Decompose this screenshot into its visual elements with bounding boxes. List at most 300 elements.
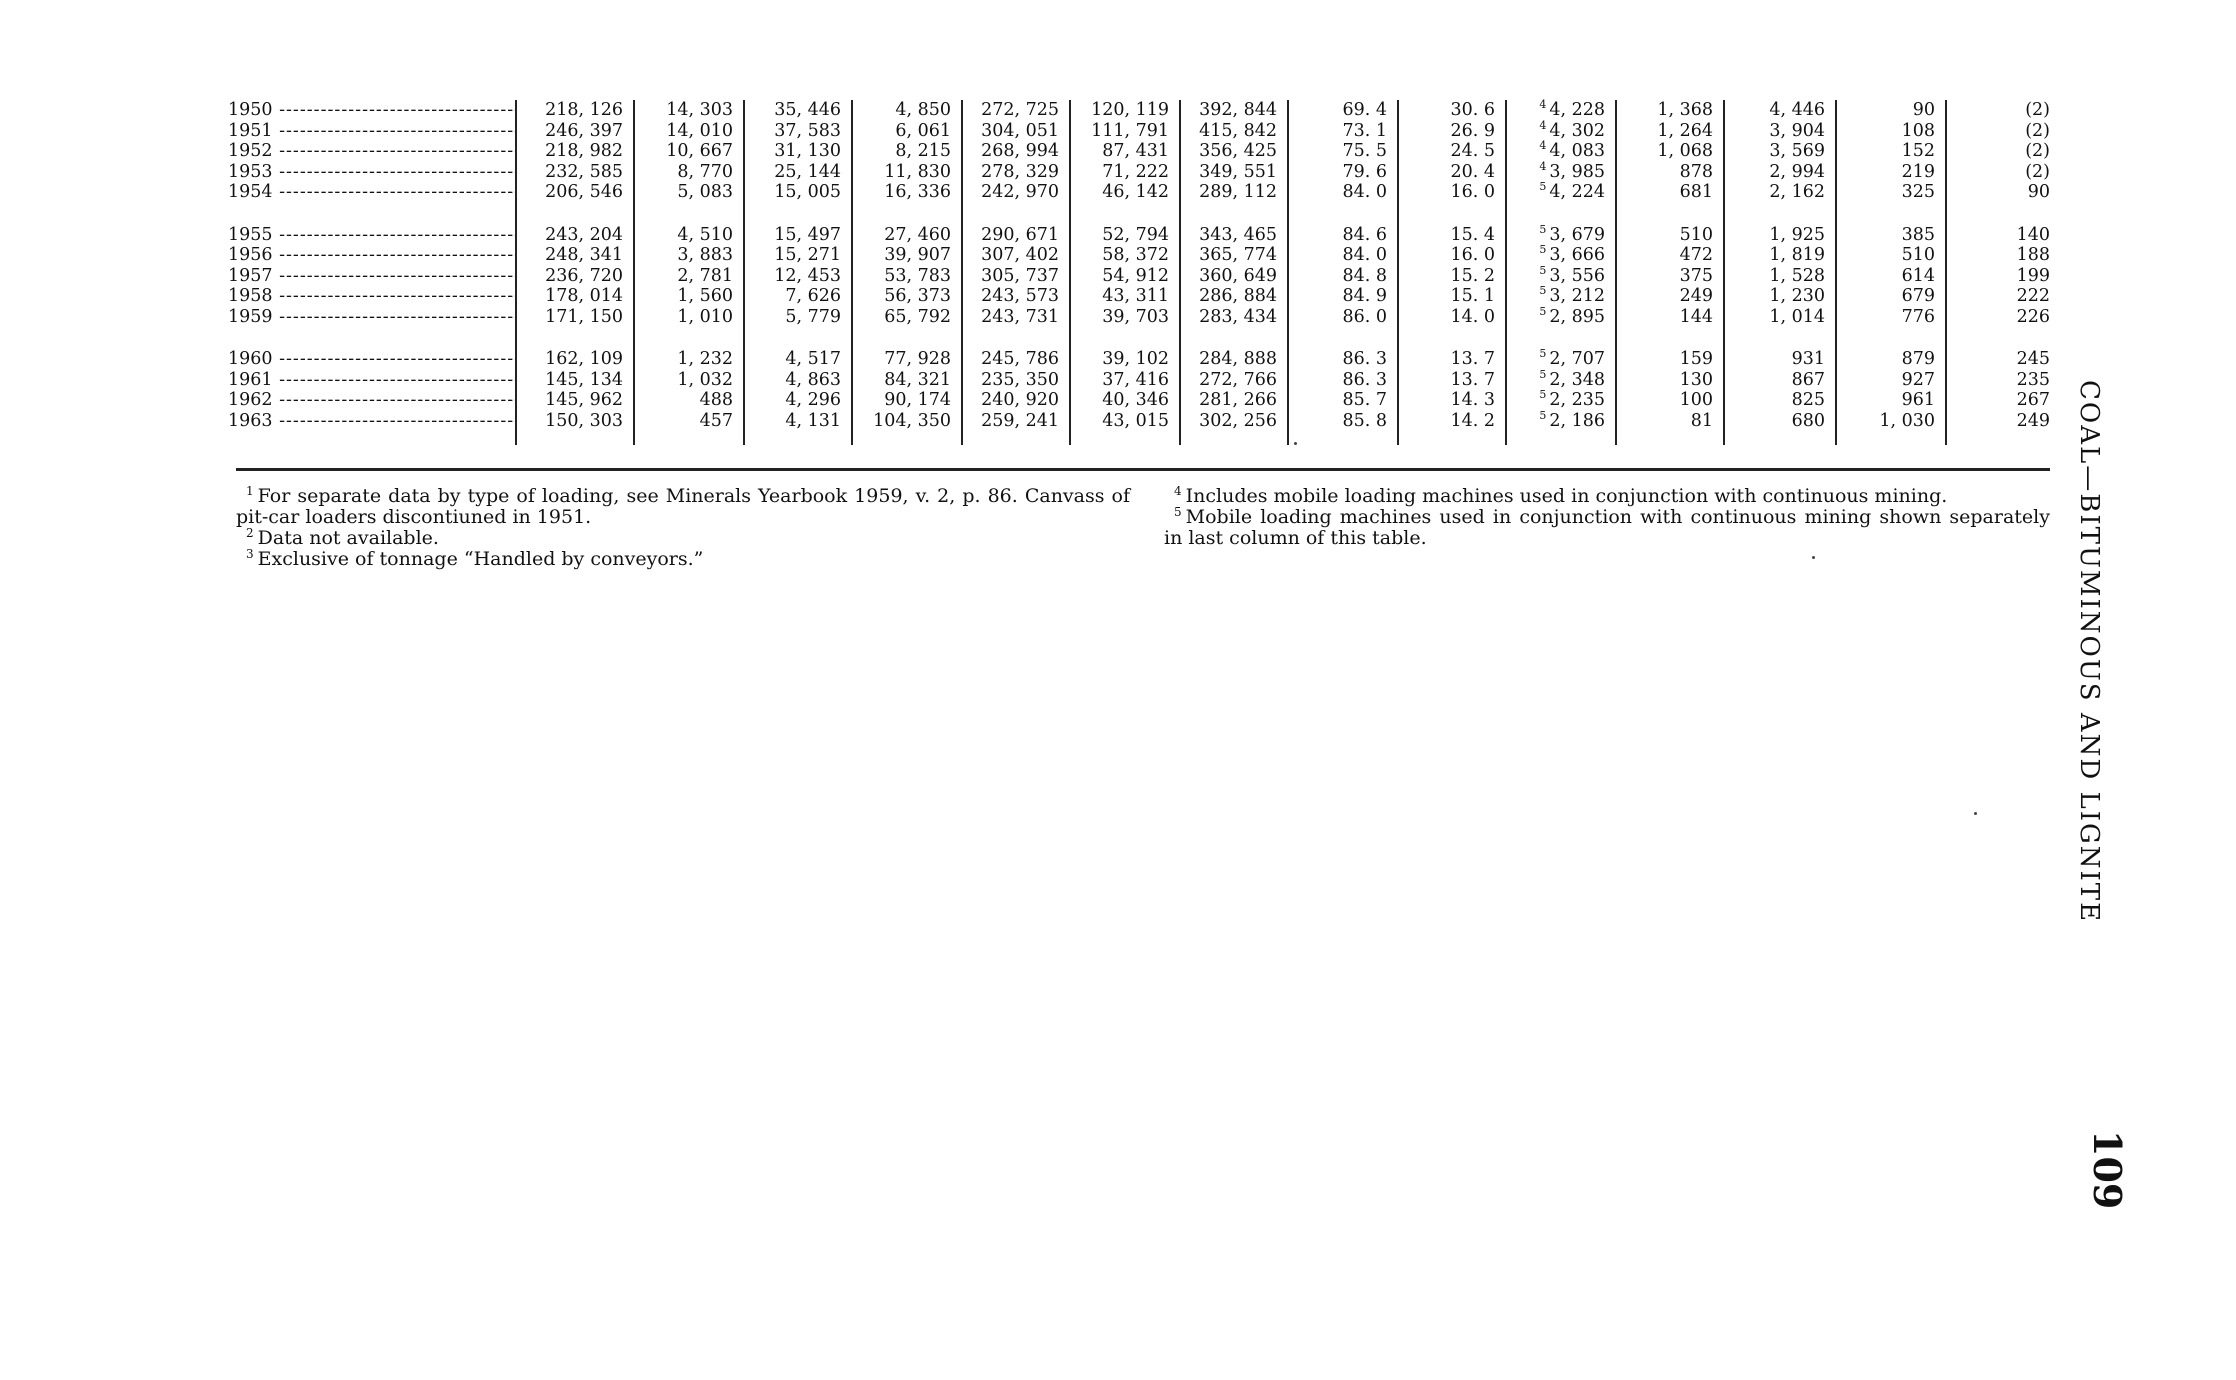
table-cell: [1836, 370, 1946, 391]
cell-value: 232, 585: [545, 161, 623, 182]
footnote-number: 3: [246, 546, 254, 561]
cell-value: 90, 174: [884, 390, 951, 410]
spacer-cell: [1180, 203, 1288, 225]
table-cell: [1836, 182, 1946, 203]
cell-value: 104, 350: [873, 410, 951, 431]
cell-value: 360, 649: [1199, 265, 1277, 286]
table-cell: [962, 390, 1070, 411]
cell-value: 53, 783: [884, 265, 951, 286]
table-cell: [634, 307, 744, 328]
table-cell: [1180, 266, 1288, 287]
table-cell: [1070, 141, 1180, 162]
spacer-cell: [1616, 327, 1724, 349]
table-cell: [1506, 367, 1616, 391]
cell-value: 2, 186: [1549, 410, 1605, 431]
cell-value: 242, 970: [981, 182, 1059, 202]
table-cell: [1398, 225, 1506, 246]
table-cell: [634, 162, 744, 183]
table-cell: [1180, 349, 1288, 370]
cell-value: 2, 707: [1549, 349, 1605, 369]
cell-value: 4, 446: [1769, 100, 1825, 120]
cell-value: 84. 0: [1342, 245, 1387, 265]
footnote-text: For separate data by type of loading, see Minerals Yearbook 1959, v. 2, p. 86. Canvass of pit-car loaders discontiuned in 1951.: [236, 485, 1130, 528]
table-cell: [1288, 349, 1398, 370]
footnote-number: 5: [1174, 504, 1182, 519]
table-cell: [1288, 245, 1398, 266]
cell-value: 24. 5: [1450, 141, 1495, 161]
spacer-cell: [634, 203, 744, 225]
cell-value: 85. 7: [1342, 390, 1387, 410]
table-cell: [1836, 245, 1946, 266]
table-cell: [1616, 121, 1724, 142]
table-cell: [1180, 225, 1288, 246]
cell-value: 69. 4: [1342, 100, 1387, 120]
table-cell: [1398, 349, 1506, 370]
table-cell: [1724, 245, 1836, 266]
cell-value: 79. 6: [1342, 161, 1387, 182]
cell-value: 39, 102: [1102, 349, 1169, 369]
cell-value: 218, 126: [545, 100, 623, 120]
cell-value: 11, 830: [884, 161, 951, 182]
cell-value: 246, 397: [545, 120, 623, 141]
cell-value: 1, 010: [677, 306, 733, 327]
cell-value: 272, 766: [1199, 369, 1277, 390]
cell-value: 37, 416: [1102, 369, 1169, 390]
table-cell: [634, 182, 744, 203]
footnote-text: Includes mobile loading machines used in conjunction with continuous mining.: [1185, 485, 1948, 507]
table-cell: [744, 141, 852, 162]
cell-value: 4, 296: [785, 390, 841, 410]
cell-value: 2, 781: [677, 265, 733, 286]
cell-value: 679: [1901, 286, 1935, 306]
footnote-marker: 5: [1539, 347, 1547, 361]
cell-value: 90: [1912, 100, 1935, 120]
cell-value: 3, 883: [677, 245, 733, 265]
table-cell: [1836, 286, 1946, 307]
cell-value: 46, 142: [1102, 182, 1169, 202]
cell-value: 3, 212: [1549, 286, 1605, 306]
footnote: [1164, 504, 2050, 549]
table-cell: [1616, 182, 1724, 203]
table-cell: [1946, 370, 2050, 391]
table-cell: [1070, 286, 1180, 307]
table-cell: [1506, 182, 1616, 203]
cell-value: 84. 0: [1342, 182, 1387, 202]
cell-value: 13. 7: [1450, 369, 1495, 390]
table-cell: [852, 266, 962, 287]
table-cell: [634, 245, 744, 266]
cell-value: 392, 844: [1199, 100, 1277, 120]
cell-value: 2, 348: [1549, 369, 1605, 390]
table-cell: [1724, 100, 1836, 121]
cell-value: 65, 792: [884, 306, 951, 327]
table-cell: [1180, 121, 1288, 142]
spacer-cell: [1398, 327, 1506, 349]
print-speck: [1812, 556, 1815, 559]
cell-value: 356, 425: [1199, 141, 1277, 161]
table-cell: [1616, 141, 1724, 162]
footnote-text: Mobile loading machines used in conjunction with continuous mining shown separately in last column of this table.: [1164, 506, 2050, 549]
cell-value: 14, 010: [666, 120, 733, 141]
cell-value: (2): [2025, 161, 2050, 182]
spacer-cell: [228, 327, 516, 349]
table-row: [228, 370, 2050, 391]
table-cell: [516, 286, 634, 307]
table-cell: [516, 390, 634, 411]
cell-value: 286, 884: [1199, 286, 1277, 306]
cell-value: 150, 303: [545, 410, 623, 431]
spacer-cell: [1836, 203, 1946, 225]
footnote: [236, 525, 1130, 549]
cell-value: 680: [1791, 410, 1825, 431]
table-cell: [1288, 411, 1398, 446]
cell-value: 171, 150: [545, 306, 623, 327]
cell-value: 343, 465: [1199, 224, 1277, 245]
cell-value: 1, 030: [1879, 410, 1935, 431]
cell-value: 15. 1: [1450, 286, 1495, 306]
cell-value: 71, 222: [1102, 161, 1169, 182]
year-label: 1960 -----: [228, 349, 516, 369]
cell-value: 1, 560: [677, 286, 733, 306]
cell-value: 86. 3: [1342, 369, 1387, 390]
table-cell: [744, 266, 852, 287]
year-cell: [228, 370, 516, 391]
table-cell: [1288, 182, 1398, 203]
cell-value: 1, 368: [1657, 100, 1713, 120]
table-row: [228, 100, 2050, 121]
table-row: [228, 307, 2050, 328]
cell-value: 1, 528: [1769, 265, 1825, 286]
footnote-marker: 4: [1539, 118, 1547, 132]
cell-value: 111, 791: [1091, 120, 1169, 141]
table-cell: [1180, 162, 1288, 183]
footnote-marker: 4: [1539, 159, 1547, 173]
table-cell: [1398, 370, 1506, 391]
table-cell: [1836, 100, 1946, 121]
cell-value: 3, 556: [1549, 265, 1605, 286]
cell-value: 4, 228: [1549, 100, 1605, 120]
footnote-marker: 5: [1539, 367, 1547, 381]
cell-value: 26. 9: [1450, 120, 1495, 141]
cell-value: 681: [1679, 182, 1713, 202]
spacer-cell: [1724, 327, 1836, 349]
table-cell: [962, 411, 1070, 446]
cell-value: 249: [1679, 286, 1713, 306]
table-cell: [1724, 370, 1836, 391]
cell-value: 37, 583: [774, 120, 841, 141]
table-cell: [634, 411, 744, 446]
cell-value: 86. 3: [1342, 349, 1387, 369]
group-spacer-row: [228, 327, 2050, 349]
table-cell: [1506, 390, 1616, 411]
year-cell: [228, 390, 516, 411]
table-cell: [1070, 411, 1180, 446]
table-cell: [1724, 162, 1836, 183]
cell-value: 54, 912: [1102, 265, 1169, 286]
cell-value: 7, 626: [785, 286, 841, 306]
year-cell: [228, 162, 516, 183]
year-label: 1963 -----: [228, 411, 516, 431]
cell-value: 614: [1901, 265, 1935, 286]
table-cell: [1288, 100, 1398, 121]
spacer-cell: [962, 327, 1070, 349]
table-cell: [1724, 225, 1836, 246]
year-label: 1956 -----: [228, 245, 516, 265]
table-cell: [852, 141, 962, 162]
cell-value: 108: [1901, 120, 1935, 141]
cell-value: 4, 083: [1549, 141, 1605, 161]
cell-value: 307, 402: [981, 245, 1059, 265]
cell-value: 1, 230: [1769, 286, 1825, 306]
table-cell: [1070, 162, 1180, 183]
table-cell: [634, 100, 744, 121]
running-head: [2074, 380, 2105, 924]
coal-production-table: [228, 100, 2050, 445]
cell-value: 927: [1901, 369, 1935, 390]
cell-value: 510: [1901, 245, 1935, 265]
year-cell: [228, 245, 516, 266]
table-cell: [1836, 225, 1946, 246]
table-cell: [1836, 162, 1946, 183]
cell-value: 219: [1901, 161, 1935, 182]
table-cell: [1398, 390, 1506, 411]
cell-value: 1, 068: [1657, 141, 1713, 161]
cell-value: 39, 907: [884, 245, 951, 265]
table-cell: [1288, 307, 1398, 328]
table-cell: [852, 100, 962, 121]
table-cell: [1180, 390, 1288, 411]
table-cell: [634, 349, 744, 370]
table-cell: [1398, 266, 1506, 287]
table-cell: [1836, 307, 1946, 328]
table-cell: [962, 266, 1070, 287]
cell-value: 245: [2016, 349, 2050, 369]
cell-value: 278, 329: [981, 161, 1059, 182]
spacer-cell: [852, 327, 962, 349]
table-cell: [1506, 263, 1616, 287]
print-speck: [1294, 442, 1297, 445]
table-cell: [1288, 162, 1398, 183]
table-cell: [1836, 411, 1946, 446]
cell-value: 4, 224: [1549, 182, 1605, 202]
cell-value: 58, 372: [1102, 245, 1169, 265]
table-cell: [1506, 245, 1616, 266]
footnote-text: Exclusive of tonnage “Handled by conveyors.”: [257, 548, 704, 570]
cell-value: 488: [699, 390, 733, 410]
table-cell: [1070, 182, 1180, 203]
cell-value: 290, 671: [981, 224, 1059, 245]
cell-value: 188: [2016, 245, 2050, 265]
table-cell: [634, 225, 744, 246]
cell-value: 145, 962: [545, 390, 623, 410]
cell-value: 56, 373: [884, 286, 951, 306]
table-cell: [1288, 266, 1398, 287]
table-cell: [1946, 182, 2050, 203]
table-cell: [852, 349, 962, 370]
table-bottom-rule: [236, 468, 2050, 471]
table-cell: [744, 121, 852, 142]
cell-value: 825: [1791, 390, 1825, 410]
cell-value: 6, 061: [895, 120, 951, 141]
table-cell: [962, 370, 1070, 391]
cell-value: 178, 014: [545, 286, 623, 306]
table-cell: [634, 286, 744, 307]
year-cell: [228, 141, 516, 162]
footnote-text: Data not available.: [257, 527, 439, 549]
cell-value: 510: [1679, 224, 1713, 245]
cell-value: 289, 112: [1199, 182, 1277, 202]
table-cell: [962, 100, 1070, 121]
cell-value: 10, 667: [666, 141, 733, 161]
cell-value: 152: [1901, 141, 1935, 161]
table-cell: [1070, 307, 1180, 328]
cell-value: 85. 8: [1342, 410, 1387, 431]
footnote-marker: 5: [1539, 263, 1547, 277]
table-cell: [1724, 307, 1836, 328]
year-label: 1959 -----: [228, 307, 516, 327]
cell-value: 162, 109: [545, 349, 623, 369]
cell-value: 249: [2016, 410, 2050, 431]
table-cell: [1506, 159, 1616, 183]
table-cell: [1836, 121, 1946, 142]
table-row: [228, 245, 2050, 266]
spacer-cell: [744, 203, 852, 225]
spacer-cell: [1506, 327, 1616, 349]
cell-value: 248, 341: [545, 245, 623, 265]
table-cell: [1288, 141, 1398, 162]
spacer-cell: [228, 203, 516, 225]
table-cell: [516, 307, 634, 328]
year-cell: [228, 349, 516, 370]
table-cell: [1616, 162, 1724, 183]
cell-value: 30. 6: [1450, 100, 1495, 120]
table-cell: [744, 182, 852, 203]
table-cell: [744, 100, 852, 121]
table-cell: [962, 182, 1070, 203]
cell-value: 4, 302: [1549, 120, 1605, 141]
cell-value: 1, 032: [677, 369, 733, 390]
table-cell: [516, 266, 634, 287]
table-cell: [1398, 182, 1506, 203]
cell-value: 283, 434: [1199, 306, 1277, 327]
cell-value: 35, 446: [774, 100, 841, 120]
table-cell: [1616, 286, 1724, 307]
table-cell: [1398, 307, 1506, 328]
cell-value: 8, 770: [677, 161, 733, 182]
table-cell: [1506, 349, 1616, 370]
year-label: 1951 -----: [228, 121, 516, 141]
table-cell: [852, 411, 962, 446]
table-cell: [1506, 141, 1616, 162]
cell-value: 12, 453: [774, 265, 841, 286]
cell-value: 245, 786: [981, 349, 1059, 369]
table-cell: [1398, 100, 1506, 121]
cell-value: (2): [2025, 100, 2050, 120]
footnote-marker: 5: [1539, 388, 1547, 402]
cell-value: 218, 982: [545, 141, 623, 161]
table-cell: [634, 266, 744, 287]
table-cell: [1836, 266, 1946, 287]
table-cell: [744, 245, 852, 266]
table-cell: [1070, 266, 1180, 287]
table-cell: [1398, 286, 1506, 307]
table-cell: [1836, 141, 1946, 162]
cell-value: 243, 204: [545, 224, 623, 245]
table-cell: [1398, 245, 1506, 266]
table-cell: [1288, 225, 1398, 246]
cell-value: 415, 842: [1199, 120, 1277, 141]
cell-value: 43, 311: [1102, 286, 1169, 306]
table-cell: [1724, 286, 1836, 307]
cell-value: 3, 569: [1769, 141, 1825, 161]
cell-value: 259, 241: [981, 410, 1059, 431]
cell-value: 3, 904: [1769, 120, 1825, 141]
table-cell: [1398, 121, 1506, 142]
spacer-cell: [634, 327, 744, 349]
year-cell: [228, 307, 516, 328]
cell-value: 145, 134: [545, 369, 623, 390]
footnote: [236, 483, 1130, 528]
year-label: 1950 -----: [228, 100, 516, 120]
footnote-marker: 5: [1539, 408, 1547, 422]
cell-value: (2): [2025, 120, 2050, 141]
table-cell: [1616, 390, 1724, 411]
table-cell: [744, 390, 852, 411]
table-cell: [516, 245, 634, 266]
table-cell: [634, 121, 744, 142]
table-row: [228, 182, 2050, 203]
cell-value: 267: [2016, 390, 2050, 410]
table-cell: [1946, 245, 2050, 266]
year-label: 1955 -----: [228, 225, 516, 245]
cell-value: 75. 5: [1342, 141, 1387, 161]
cell-value: 15, 005: [774, 182, 841, 202]
table-cell: [634, 390, 744, 411]
table-cell: [1506, 100, 1616, 121]
table-cell: [1180, 141, 1288, 162]
table-cell: [1506, 286, 1616, 307]
table-row: [228, 121, 2050, 142]
cell-value: 5, 083: [677, 182, 733, 202]
table-cell: [1946, 307, 2050, 328]
table-cell: [516, 162, 634, 183]
cell-value: 15. 4: [1450, 224, 1495, 245]
table-cell: [962, 225, 1070, 246]
table-cell: [1180, 411, 1288, 446]
table-cell: [1180, 245, 1288, 266]
cell-value: 14. 0: [1450, 306, 1495, 327]
table-cell: [1398, 411, 1506, 446]
cell-value: 15. 2: [1450, 265, 1495, 286]
table-cell: [1180, 370, 1288, 391]
cell-value: 222: [2016, 286, 2050, 306]
table-cell: [852, 245, 962, 266]
cell-value: 14. 2: [1450, 410, 1495, 431]
cell-value: 3, 679: [1549, 224, 1605, 245]
table-cell: [1946, 225, 2050, 246]
table-cell: [516, 411, 634, 446]
spacer-cell: [1398, 203, 1506, 225]
cell-value: 867: [1791, 369, 1825, 390]
cell-value: 281, 266: [1199, 390, 1277, 410]
cell-value: 159: [1679, 349, 1713, 369]
spacer-cell: [516, 203, 634, 225]
table-cell: [1946, 390, 2050, 411]
table-cell: [1616, 225, 1724, 246]
table-cell: [1070, 245, 1180, 266]
table-cell: [1724, 266, 1836, 287]
table-cell: [516, 100, 634, 121]
